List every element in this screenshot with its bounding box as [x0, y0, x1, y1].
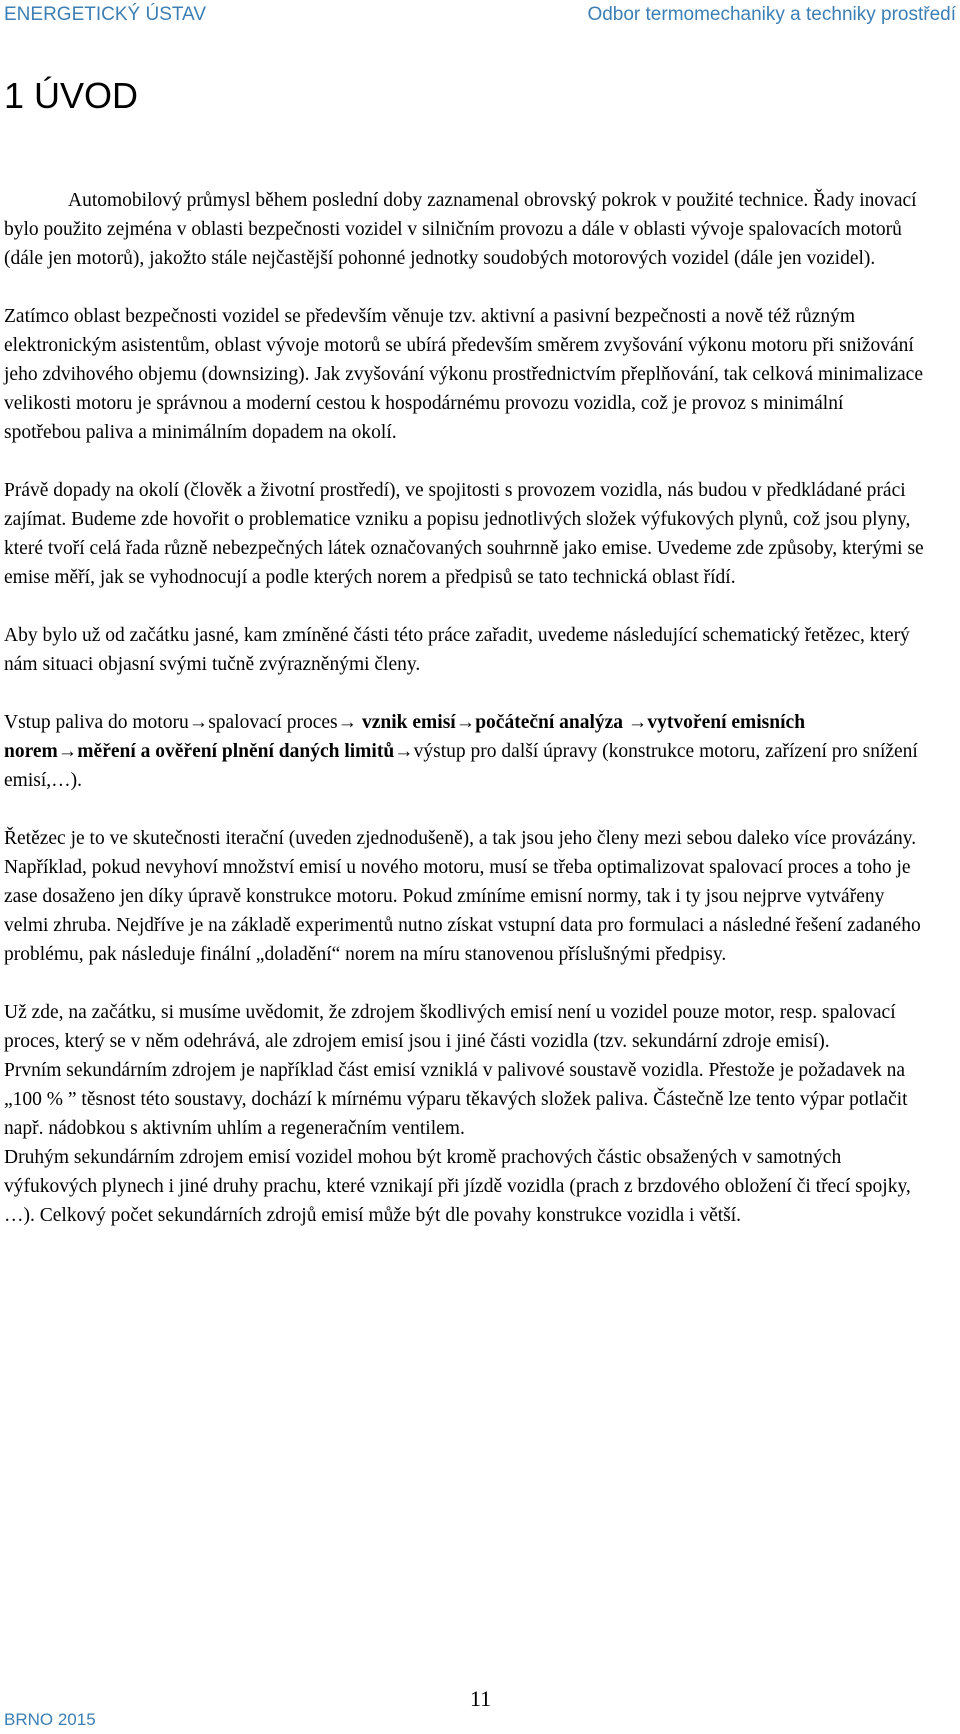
paragraph-first-secondary-source: Prvním sekundárním zdrojem je například část emisí vzniklá v palivové soustavě vozidla. Přestože je požadavek na „100 % ” těsnost této soustavy, dochází k mírnému výparu těkavých složek paliva. Částečně lze tento výpar potlačit např. nádobkou s aktivním uhlím a regeneračním ventilem.: [4, 1060, 908, 1139]
paragraph-chain-intro: Aby bylo už od začátku jasné, kam zmíněné části této práce zařadit, uvedeme následující schematický řetězec, který nám situaci objasní svými tučně zvýrazněnými členy.: [4, 625, 910, 675]
paragraph-intro: Automobilový průmysl během poslední doby zaznamenal obrovský pokrok v použité technice. Řady inovací bylo použito zejména v oblasti bezpečnosti vozidel v silničním provozu a dále v oblasti vývoje spalovacích motorů (dále jen motorů), jakožto stále nejčastější pohonné jednotky soudobých motorových vozidel (dále jen vozidel).: [4, 190, 917, 269]
paragraph-second-secondary-source: Druhým sekundárním zdrojem emisí vozidel mohou být kromě prachových částic obsažených v samotných výfukových plynech i jiné druhy prachu, které vznikají při jízdě vozidla (prach z brzdového obložení či třecí spojky, …). Celkový počet sekundárních zdrojů emisí může být dle povahy konstrukce vozidla i větší.: [4, 1147, 911, 1226]
page-number: 11: [470, 1686, 492, 1711]
header-department: Odbor termomechaniky a techniky prostředí: [587, 4, 956, 25]
header-institute: ENERGETICKÝ ÚSTAV: [4, 4, 206, 25]
paragraph-environment-impact: Právě dopady na okolí (člověk a životní prostředí), ve spojitosti s provozem vozidla, nás budou v předkládané práci zajímat. Budeme zde hovořit o problematice vzniku a popisu jednotlivých složek výfukových plynů, což jsou plyny, které tvoří celá řada různě nebezpečných látek označovaných souhrnně jako emise. Uvedeme zde způsoby, kterými se emise měří, jak se vyhodnocují a podle kterých norem a předpisů se tato technická oblast řídí.: [4, 480, 924, 588]
chain-part-bold: vznik emisí→počáteční analýza →vytvoření emisních norem→měření a ověření plnění daných limitů: [4, 712, 806, 762]
page-header: [4, 4, 956, 30]
paragraph-chain: [4, 708, 924, 795]
chapter-title: 1 ÚVOD: [4, 75, 139, 116]
paragraph-safety-development: Zatímco oblast bezpečnosti vozidel se především věnuje tzv. aktivní a pasivní bezpečnosti a nově též různým elektronickým asistentům, oblast vývoje motorů se ubírá především směrem zvyšování výkonu motoru při snižování jeho zdvihového objemu (downsizing). Jak zvyšování výkonu prostřednictvím přeplňování, tak celková minimalizace velikosti motoru je správnou a moderní cestou k hospodárnému provozu vozidla, což je provoz s minimální spotřebou paliva a minimálním dopadem na okolí.: [4, 306, 923, 443]
footer-city-year: BRNO 2015: [4, 1710, 96, 1729]
paragraph-secondary-sources: Už zde, na začátku, si musíme uvědomit, že zdrojem škodlivých emisí není u vozidel pouze motor, resp. spalovací proces, který se v něm odehrává, ale zdrojem emisí jsou i jiné části vozidla (tzv. sekundární zdroje emisí).: [4, 1002, 896, 1052]
paragraph-iteration: Řetězec je to ve skutečnosti iterační (uveden zjednodušeně), a tak jsou jeho členy mezi sebou daleko více provázány. Například, pokud nevyhoví množství emisí u nového motoru, musí se třeba optimalizovat spalovací proces a toho je zase dosaženo jen díky úpravě konstrukce motoru. Pokud zmíníme emisní normy, tak i ty jsou nejprve vytvářeny velmi zhruba. Nejdříve je na základě experimentů nutno získat vstupní data pro formulaci a následné řešení zadaného problému, pak následuje finální „doladění“ norem na míru stanovenou příslušnými předpisy.: [4, 828, 921, 965]
chain-part-plain-2: →výstup pro další úpravy (konstrukce motoru, zařízení pro snížení emisí,…).: [4, 741, 918, 791]
document-body: [4, 186, 924, 1230]
chain-part-plain-1: Vstup paliva do motoru→spalovací proces→: [4, 712, 362, 733]
